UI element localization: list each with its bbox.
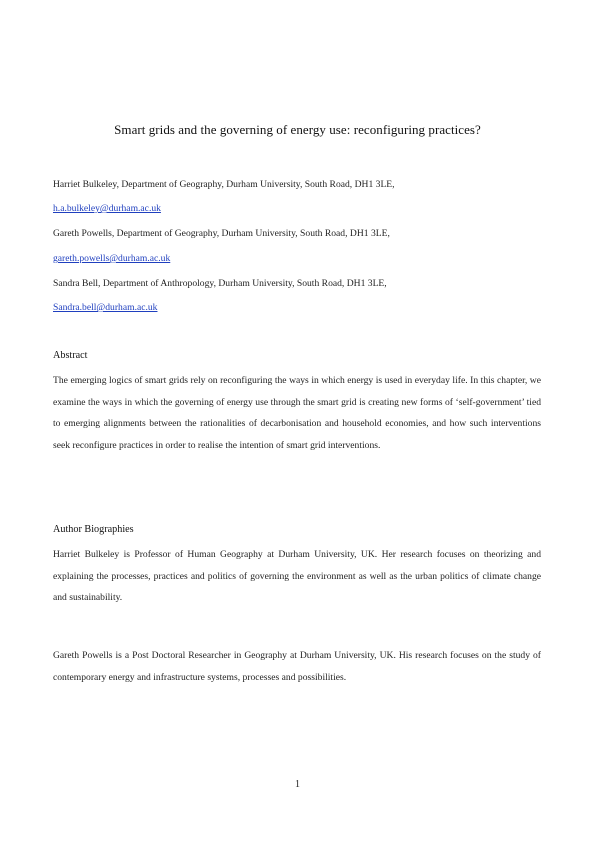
author-affiliation-3: Sandra Bell, Department of Anthropology, Durham University, South Road, DH1 3LE, [53, 278, 387, 289]
author-affiliation-1: Harriet Bulkeley, Department of Geography, Durham University, South Road, DH1 3LE, [53, 179, 395, 190]
page-number: 1 [295, 779, 300, 790]
biographies-heading: Author Biographies [53, 524, 134, 535]
biography-bulkeley: Harriet Bulkeley is Professor of Human Geography at Durham University, UK. Her research focuses on theorizing and explaining the processes, practices and politics of governing the environment as well as the urban politics of climate change and sustainability. [53, 549, 541, 603]
abstract-text: The emerging logics of smart grids rely on reconfiguring the ways in which energy is used in everyday life. In this chapter, we examine the ways in which the governing of energy use through the smart grid is creating new forms of ‘self-government’ tied to emerging alignments between the rationalities of decarbonisation and household economies, and how such interventions seek reconfigure practices in order to realise the intention of smart grid interventions. [53, 375, 541, 451]
author-affiliation-2: Gareth Powells, Department of Geography, Durham University, South Road, DH1 3LE, [53, 228, 390, 239]
author-email-link-1[interactable]: h.a.bulkeley@durham.ac.uk [53, 203, 161, 214]
abstract-heading: Abstract [53, 350, 88, 361]
author-email-link-2[interactable]: gareth.powells@durham.ac.uk [53, 253, 171, 264]
author-email-link-3[interactable]: Sandra.bell@durham.ac.uk [53, 302, 158, 313]
biography-powells: Gareth Powells is a Post Doctoral Researcher in Geography at Durham University, UK. His research focuses on the study of contemporary energy and infrastructure systems, processes and possibilities. [53, 650, 541, 683]
paper-title: Smart grids and the governing of energy use: reconfiguring practices? [114, 122, 481, 137]
